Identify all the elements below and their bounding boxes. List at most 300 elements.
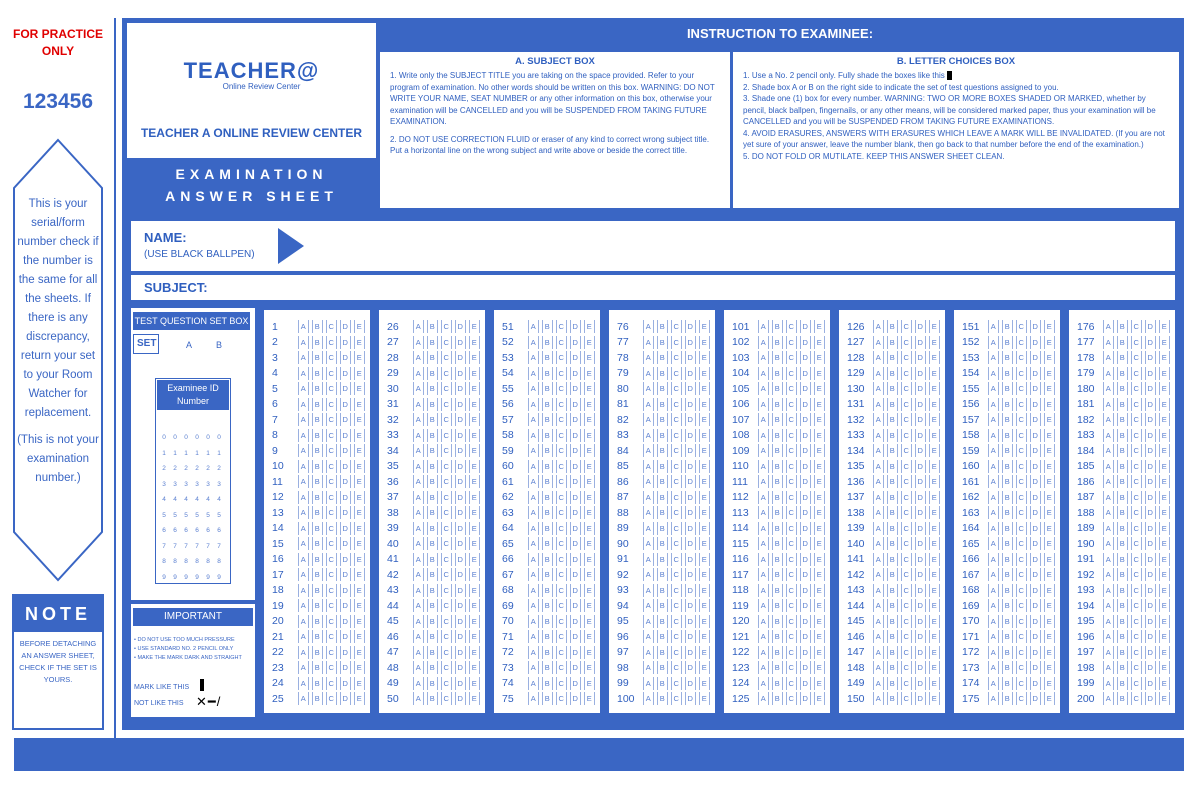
choice-bubble-c[interactable]: C [1016, 630, 1027, 643]
choice-bubble-b[interactable]: B [887, 398, 898, 411]
choice-bubble-d[interactable]: D [915, 615, 926, 628]
choice-bubble-e[interactable]: E [354, 692, 365, 705]
choice-bubble-c[interactable]: C [1131, 568, 1142, 581]
choice-bubble-e[interactable]: E [584, 677, 595, 690]
choice-bubble-d[interactable]: D [685, 692, 696, 705]
choice-bubble-a[interactable]: A [873, 568, 884, 581]
choice-bubble-c[interactable]: C [441, 630, 452, 643]
choice-bubble-d[interactable]: D [340, 382, 351, 395]
choice-bubble-b[interactable]: B [1117, 522, 1128, 535]
choice-bubble-b[interactable]: B [657, 646, 668, 659]
choice-bubble-d[interactable]: D [1145, 444, 1156, 457]
choice-bubble-a[interactable]: A [988, 382, 999, 395]
choice-bubble-e[interactable]: E [1044, 429, 1055, 442]
choice-bubble-c[interactable]: C [901, 429, 912, 442]
choice-bubble-c[interactable]: C [786, 398, 797, 411]
examinee-id-digit-bubble[interactable]: 4 [162, 496, 166, 503]
choice-bubble-a[interactable]: A [298, 475, 309, 488]
choice-bubble-d[interactable]: D [915, 568, 926, 581]
choice-bubble-a[interactable]: A [873, 646, 884, 659]
choice-bubble-b[interactable]: B [1002, 336, 1013, 349]
choice-bubble-d[interactable]: D [1145, 382, 1156, 395]
choice-bubble-d[interactable]: D [455, 382, 466, 395]
subject-field[interactable] [131, 275, 1175, 300]
choice-bubble-a[interactable]: A [413, 444, 424, 457]
choice-bubble-a[interactable]: A [758, 599, 769, 612]
choice-bubble-d[interactable]: D [1145, 336, 1156, 349]
choice-bubble-b[interactable]: B [772, 646, 783, 659]
choice-bubble-c[interactable]: C [326, 351, 337, 364]
choice-bubble-d[interactable]: D [800, 692, 811, 705]
choice-bubble-e[interactable]: E [929, 568, 940, 581]
choice-bubble-e[interactable]: E [929, 506, 940, 519]
examinee-id-digit-bubble[interactable]: 4 [195, 496, 199, 503]
choice-bubble-b[interactable]: B [312, 584, 323, 597]
choice-bubble-c[interactable]: C [1016, 336, 1027, 349]
choice-bubble-e[interactable]: E [1044, 491, 1055, 504]
choice-bubble-e[interactable]: E [354, 630, 365, 643]
choice-bubble-e[interactable]: E [1159, 599, 1170, 612]
choice-bubble-b[interactable]: B [657, 460, 668, 473]
choice-bubble-e[interactable]: E [699, 398, 710, 411]
choice-bubble-e[interactable]: E [1044, 661, 1055, 674]
choice-bubble-b[interactable]: B [657, 692, 668, 705]
choice-bubble-a[interactable]: A [298, 429, 309, 442]
choice-bubble-a[interactable]: A [988, 646, 999, 659]
choice-bubble-c[interactable]: C [556, 367, 567, 380]
choice-bubble-a[interactable]: A [758, 677, 769, 690]
choice-bubble-e[interactable]: E [584, 553, 595, 566]
choice-bubble-c[interactable]: C [1131, 584, 1142, 597]
choice-bubble-a[interactable]: A [758, 692, 769, 705]
choice-bubble-b[interactable]: B [1002, 537, 1013, 550]
choice-bubble-c[interactable]: C [1131, 692, 1142, 705]
choice-bubble-b[interactable]: B [312, 506, 323, 519]
choice-bubble-b[interactable]: B [657, 506, 668, 519]
choice-bubble-d[interactable]: D [570, 382, 581, 395]
choice-bubble-c[interactable]: C [1131, 460, 1142, 473]
choice-bubble-e[interactable]: E [1159, 444, 1170, 457]
choice-bubble-a[interactable]: A [873, 677, 884, 690]
choice-bubble-a[interactable]: A [1103, 568, 1114, 581]
choice-bubble-d[interactable]: D [915, 661, 926, 674]
choice-bubble-d[interactable]: D [800, 336, 811, 349]
choice-bubble-c[interactable]: C [441, 677, 452, 690]
choice-bubble-b[interactable]: B [1117, 537, 1128, 550]
choice-bubble-d[interactable]: D [455, 646, 466, 659]
choice-bubble-c[interactable]: C [441, 661, 452, 674]
choice-bubble-b[interactable]: B [772, 553, 783, 566]
choice-bubble-c[interactable]: C [556, 661, 567, 674]
choice-bubble-b[interactable]: B [657, 351, 668, 364]
choice-bubble-a[interactable]: A [1103, 661, 1114, 674]
choice-bubble-e[interactable]: E [1159, 367, 1170, 380]
choice-bubble-d[interactable]: D [570, 367, 581, 380]
examinee-id-digit-bubble[interactable]: 2 [195, 465, 199, 472]
examinee-id-digit-bubble[interactable]: 1 [217, 449, 221, 457]
choice-bubble-d[interactable]: D [455, 677, 466, 690]
choice-bubble-b[interactable]: B [657, 599, 668, 612]
choice-bubble-c[interactable]: C [326, 429, 337, 442]
choice-bubble-d[interactable]: D [570, 646, 581, 659]
choice-bubble-d[interactable]: D [1145, 522, 1156, 535]
choice-bubble-a[interactable]: A [758, 460, 769, 473]
choice-bubble-d[interactable]: D [455, 367, 466, 380]
choice-bubble-d[interactable]: D [455, 615, 466, 628]
choice-bubble-c[interactable]: C [1016, 692, 1027, 705]
choice-bubble-d[interactable]: D [915, 522, 926, 535]
examinee-id-digit-bubble[interactable]: 3 [195, 480, 199, 488]
choice-bubble-b[interactable]: B [657, 444, 668, 457]
choice-bubble-a[interactable]: A [1103, 599, 1114, 612]
choice-bubble-b[interactable]: B [1002, 351, 1013, 364]
choice-bubble-a[interactable]: A [988, 522, 999, 535]
choice-bubble-e[interactable]: E [814, 382, 825, 395]
choice-bubble-e[interactable]: E [584, 646, 595, 659]
choice-bubble-c[interactable]: C [326, 677, 337, 690]
choice-bubble-c[interactable]: C [671, 491, 682, 504]
choice-bubble-a[interactable]: A [873, 661, 884, 674]
choice-bubble-c[interactable]: C [1131, 661, 1142, 674]
examinee-id-digit-bubble[interactable]: 5 [195, 511, 199, 519]
choice-bubble-a[interactable]: A [528, 661, 539, 674]
choice-bubble-e[interactable]: E [584, 630, 595, 643]
choice-bubble-d[interactable]: D [340, 661, 351, 674]
choice-bubble-d[interactable]: D [1145, 413, 1156, 426]
choice-bubble-a[interactable]: A [298, 506, 309, 519]
examinee-id-digit-bubble[interactable]: 6 [195, 527, 199, 534]
choice-bubble-c[interactable]: C [901, 537, 912, 550]
choice-bubble-a[interactable]: A [873, 553, 884, 566]
choice-bubble-b[interactable]: B [657, 615, 668, 628]
choice-bubble-c[interactable]: C [901, 351, 912, 364]
choice-bubble-e[interactable]: E [469, 615, 480, 628]
choice-bubble-a[interactable]: A [298, 382, 309, 395]
choice-bubble-b[interactable]: B [887, 444, 898, 457]
choice-bubble-b[interactable]: B [312, 351, 323, 364]
choice-bubble-c[interactable]: C [671, 584, 682, 597]
choice-bubble-a[interactable]: A [758, 413, 769, 426]
choice-bubble-a[interactable]: A [298, 630, 309, 643]
choice-bubble-b[interactable]: B [772, 413, 783, 426]
choice-bubble-b[interactable]: B [772, 677, 783, 690]
choice-bubble-a[interactable]: A [528, 615, 539, 628]
choice-bubble-a[interactable]: A [988, 692, 999, 705]
choice-bubble-d[interactable]: D [915, 506, 926, 519]
choice-bubble-a[interactable]: A [988, 615, 999, 628]
choice-bubble-c[interactable]: C [1131, 599, 1142, 612]
choice-bubble-e[interactable]: E [1159, 398, 1170, 411]
choice-bubble-a[interactable]: A [298, 677, 309, 690]
examinee-id-digit-bubble[interactable]: 8 [206, 558, 210, 565]
choice-bubble-d[interactable]: D [340, 444, 351, 457]
choice-bubble-b[interactable]: B [1117, 584, 1128, 597]
choice-bubble-e[interactable]: E [1044, 692, 1055, 705]
choice-bubble-e[interactable]: E [354, 661, 365, 674]
choice-bubble-a[interactable]: A [413, 553, 424, 566]
choice-bubble-b[interactable]: B [542, 677, 553, 690]
choice-bubble-a[interactable]: A [1103, 553, 1114, 566]
choice-bubble-b[interactable]: B [427, 677, 438, 690]
choice-bubble-a[interactable]: A [758, 537, 769, 550]
choice-bubble-c[interactable]: C [441, 491, 452, 504]
choice-bubble-c[interactable]: C [441, 475, 452, 488]
choice-bubble-c[interactable]: C [556, 506, 567, 519]
choice-bubble-b[interactable]: B [312, 599, 323, 612]
choice-bubble-d[interactable]: D [1145, 692, 1156, 705]
choice-bubble-a[interactable]: A [528, 568, 539, 581]
choice-bubble-d[interactable]: D [800, 615, 811, 628]
choice-bubble-e[interactable]: E [814, 615, 825, 628]
choice-bubble-c[interactable]: C [671, 553, 682, 566]
choice-bubble-e[interactable]: E [469, 429, 480, 442]
choice-bubble-d[interactable]: D [570, 599, 581, 612]
choice-bubble-e[interactable]: E [814, 475, 825, 488]
choice-bubble-b[interactable]: B [772, 398, 783, 411]
choice-bubble-b[interactable]: B [1117, 382, 1128, 395]
choice-bubble-a[interactable]: A [643, 382, 654, 395]
choice-bubble-c[interactable]: C [786, 677, 797, 690]
choice-bubble-e[interactable]: E [584, 320, 595, 333]
choice-bubble-a[interactable]: A [758, 444, 769, 457]
choice-bubble-e[interactable]: E [469, 630, 480, 643]
choice-bubble-c[interactable]: C [441, 537, 452, 550]
choice-bubble-e[interactable]: E [584, 429, 595, 442]
choice-bubble-c[interactable]: C [556, 646, 567, 659]
choice-bubble-d[interactable]: D [340, 413, 351, 426]
choice-bubble-d[interactable]: D [1145, 320, 1156, 333]
choice-bubble-c[interactable]: C [901, 491, 912, 504]
choice-bubble-e[interactable]: E [469, 336, 480, 349]
choice-bubble-a[interactable]: A [988, 475, 999, 488]
choice-bubble-c[interactable]: C [326, 444, 337, 457]
choice-bubble-b[interactable]: B [312, 429, 323, 442]
choice-bubble-d[interactable]: D [800, 351, 811, 364]
choice-bubble-a[interactable]: A [298, 584, 309, 597]
choice-bubble-c[interactable]: C [1016, 646, 1027, 659]
choice-bubble-a[interactable]: A [643, 615, 654, 628]
choice-bubble-e[interactable]: E [469, 677, 480, 690]
choice-bubble-a[interactable]: A [413, 382, 424, 395]
choice-bubble-d[interactable]: D [800, 413, 811, 426]
choice-bubble-d[interactable]: D [1145, 553, 1156, 566]
choice-bubble-b[interactable]: B [887, 336, 898, 349]
choice-bubble-e[interactable]: E [354, 522, 365, 535]
choice-bubble-e[interactable]: E [814, 692, 825, 705]
choice-bubble-e[interactable]: E [354, 615, 365, 628]
choice-bubble-b[interactable]: B [542, 584, 553, 597]
choice-bubble-c[interactable]: C [556, 630, 567, 643]
choice-bubble-a[interactable]: A [528, 537, 539, 550]
choice-bubble-e[interactable]: E [584, 692, 595, 705]
choice-bubble-a[interactable]: A [413, 429, 424, 442]
choice-bubble-d[interactable]: D [685, 661, 696, 674]
choice-bubble-b[interactable]: B [772, 615, 783, 628]
examinee-id-digit-bubble[interactable]: 0 [217, 434, 221, 441]
choice-bubble-e[interactable]: E [1159, 491, 1170, 504]
choice-bubble-c[interactable]: C [671, 475, 682, 488]
choice-bubble-b[interactable]: B [1002, 630, 1013, 643]
choice-bubble-a[interactable]: A [413, 584, 424, 597]
choice-bubble-c[interactable]: C [901, 320, 912, 333]
choice-bubble-a[interactable]: A [298, 460, 309, 473]
choice-bubble-c[interactable]: C [901, 336, 912, 349]
choice-bubble-a[interactable]: A [873, 537, 884, 550]
choice-bubble-b[interactable]: B [1002, 429, 1013, 442]
choice-bubble-e[interactable]: E [1159, 460, 1170, 473]
choice-bubble-a[interactable]: A [758, 568, 769, 581]
choice-bubble-c[interactable]: C [786, 320, 797, 333]
examinee-id-digit-bubble[interactable]: 5 [206, 511, 210, 519]
choice-bubble-d[interactable]: D [455, 584, 466, 597]
choice-bubble-e[interactable]: E [929, 475, 940, 488]
examinee-id-digit-bubble[interactable]: 6 [217, 527, 221, 534]
choice-bubble-e[interactable]: E [469, 382, 480, 395]
choice-bubble-a[interactable]: A [873, 692, 884, 705]
choice-bubble-c[interactable]: C [901, 506, 912, 519]
choice-bubble-d[interactable]: D [1030, 429, 1041, 442]
choice-bubble-b[interactable]: B [542, 429, 553, 442]
choice-bubble-e[interactable]: E [929, 320, 940, 333]
choice-bubble-d[interactable]: D [570, 444, 581, 457]
choice-bubble-a[interactable]: A [643, 599, 654, 612]
choice-bubble-b[interactable]: B [1002, 584, 1013, 597]
choice-bubble-a[interactable]: A [298, 491, 309, 504]
choice-bubble-c[interactable]: C [441, 351, 452, 364]
choice-bubble-e[interactable]: E [354, 506, 365, 519]
choice-bubble-c[interactable]: C [1131, 413, 1142, 426]
choice-bubble-e[interactable]: E [1044, 615, 1055, 628]
choice-bubble-e[interactable]: E [354, 444, 365, 457]
choice-bubble-a[interactable]: A [413, 491, 424, 504]
choice-bubble-b[interactable]: B [1117, 475, 1128, 488]
choice-bubble-e[interactable]: E [1159, 615, 1170, 628]
choice-bubble-c[interactable]: C [1131, 398, 1142, 411]
choice-bubble-a[interactable]: A [873, 382, 884, 395]
choice-bubble-b[interactable]: B [1117, 553, 1128, 566]
choice-bubble-b[interactable]: B [427, 398, 438, 411]
choice-bubble-b[interactable]: B [542, 444, 553, 457]
choice-bubble-b[interactable]: B [772, 661, 783, 674]
choice-bubble-a[interactable]: A [528, 413, 539, 426]
choice-bubble-c[interactable]: C [671, 320, 682, 333]
choice-bubble-b[interactable]: B [542, 506, 553, 519]
choice-bubble-b[interactable]: B [1002, 599, 1013, 612]
choice-bubble-d[interactable]: D [570, 568, 581, 581]
choice-bubble-d[interactable]: D [685, 553, 696, 566]
choice-bubble-d[interactable]: D [340, 646, 351, 659]
choice-bubble-e[interactable]: E [929, 584, 940, 597]
choice-bubble-a[interactable]: A [1103, 382, 1114, 395]
choice-bubble-e[interactable]: E [584, 475, 595, 488]
choice-bubble-d[interactable]: D [1030, 475, 1041, 488]
choice-bubble-b[interactable]: B [657, 398, 668, 411]
choice-bubble-b[interactable]: B [427, 382, 438, 395]
choice-bubble-e[interactable]: E [699, 568, 710, 581]
choice-bubble-e[interactable]: E [929, 491, 940, 504]
choice-bubble-b[interactable]: B [312, 491, 323, 504]
choice-bubble-c[interactable]: C [441, 320, 452, 333]
choice-bubble-d[interactable]: D [1030, 677, 1041, 690]
choice-bubble-e[interactable]: E [1159, 677, 1170, 690]
choice-bubble-b[interactable]: B [772, 584, 783, 597]
set-b-bubble[interactable]: B [216, 340, 223, 350]
choice-bubble-d[interactable]: D [570, 336, 581, 349]
choice-bubble-b[interactable]: B [657, 522, 668, 535]
choice-bubble-d[interactable]: D [1145, 429, 1156, 442]
choice-bubble-c[interactable]: C [786, 553, 797, 566]
choice-bubble-e[interactable]: E [584, 444, 595, 457]
choice-bubble-b[interactable]: B [657, 661, 668, 674]
choice-bubble-d[interactable]: D [915, 599, 926, 612]
choice-bubble-d[interactable]: D [455, 553, 466, 566]
choice-bubble-a[interactable]: A [758, 475, 769, 488]
choice-bubble-d[interactable]: D [455, 398, 466, 411]
choice-bubble-d[interactable]: D [340, 584, 351, 597]
choice-bubble-d[interactable]: D [800, 584, 811, 597]
choice-bubble-b[interactable]: B [312, 677, 323, 690]
choice-bubble-d[interactable]: D [800, 553, 811, 566]
choice-bubble-b[interactable]: B [1117, 444, 1128, 457]
choice-bubble-a[interactable]: A [413, 522, 424, 535]
choice-bubble-d[interactable]: D [800, 367, 811, 380]
choice-bubble-e[interactable]: E [354, 646, 365, 659]
choice-bubble-c[interactable]: C [441, 429, 452, 442]
choice-bubble-c[interactable]: C [786, 537, 797, 550]
choice-bubble-a[interactable]: A [873, 444, 884, 457]
choice-bubble-b[interactable]: B [1117, 491, 1128, 504]
choice-bubble-c[interactable]: C [786, 506, 797, 519]
choice-bubble-a[interactable]: A [1103, 584, 1114, 597]
examinee-id-digit-bubble[interactable]: 0 [184, 434, 188, 441]
choice-bubble-d[interactable]: D [455, 537, 466, 550]
choice-bubble-a[interactable]: A [873, 491, 884, 504]
choice-bubble-c[interactable]: C [556, 351, 567, 364]
choice-bubble-d[interactable]: D [800, 506, 811, 519]
choice-bubble-e[interactable]: E [1044, 336, 1055, 349]
choice-bubble-b[interactable]: B [1117, 599, 1128, 612]
examinee-id-digit-bubble[interactable]: 8 [162, 558, 166, 565]
choice-bubble-e[interactable]: E [1159, 537, 1170, 550]
choice-bubble-b[interactable]: B [1002, 646, 1013, 659]
choice-bubble-e[interactable]: E [469, 692, 480, 705]
choice-bubble-a[interactable]: A [298, 537, 309, 550]
choice-bubble-c[interactable]: C [1131, 336, 1142, 349]
choice-bubble-b[interactable]: B [1002, 444, 1013, 457]
choice-bubble-d[interactable]: D [455, 320, 466, 333]
choice-bubble-a[interactable]: A [1103, 444, 1114, 457]
choice-bubble-a[interactable]: A [758, 506, 769, 519]
choice-bubble-b[interactable]: B [657, 429, 668, 442]
choice-bubble-d[interactable]: D [340, 568, 351, 581]
choice-bubble-c[interactable]: C [556, 491, 567, 504]
examinee-id-digit-bubble[interactable]: 2 [173, 465, 177, 472]
choice-bubble-d[interactable]: D [685, 382, 696, 395]
choice-bubble-a[interactable]: A [988, 599, 999, 612]
choice-bubble-b[interactable]: B [1002, 460, 1013, 473]
choice-bubble-e[interactable]: E [699, 630, 710, 643]
choice-bubble-d[interactable]: D [685, 506, 696, 519]
choice-bubble-b[interactable]: B [427, 460, 438, 473]
choice-bubble-c[interactable]: C [441, 646, 452, 659]
choice-bubble-c[interactable]: C [1131, 677, 1142, 690]
choice-bubble-e[interactable]: E [929, 444, 940, 457]
choice-bubble-a[interactable]: A [758, 630, 769, 643]
examinee-id-digit-bubble[interactable]: 6 [184, 527, 188, 534]
choice-bubble-a[interactable]: A [298, 522, 309, 535]
choice-bubble-d[interactable]: D [1145, 367, 1156, 380]
examinee-id-digit-bubble[interactable]: 4 [217, 496, 221, 503]
